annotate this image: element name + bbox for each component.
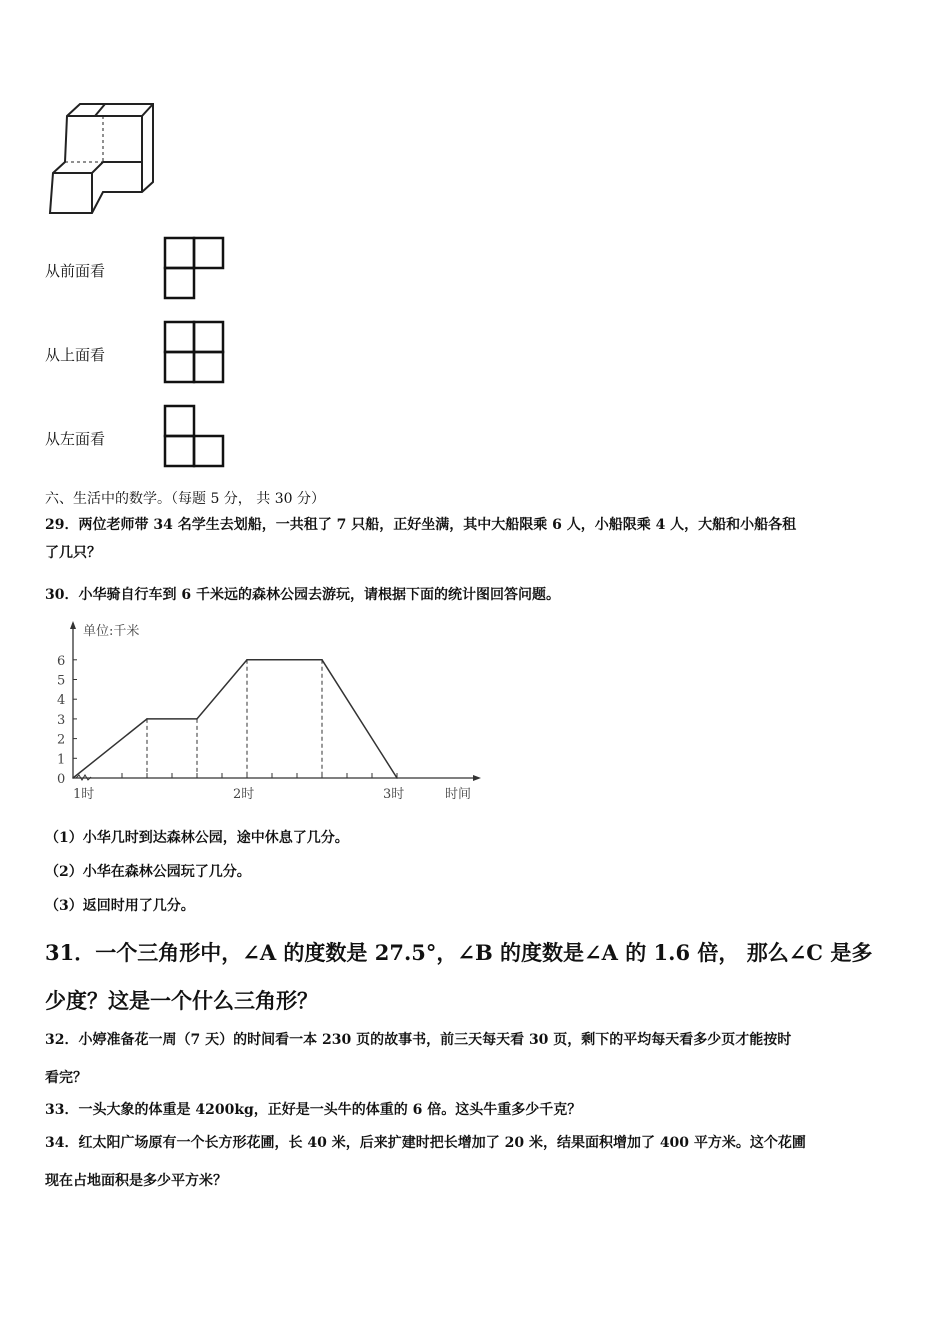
view-cell — [165, 436, 194, 466]
data-point — [196, 718, 198, 720]
q34-line2: 现在占地面积是多少平方米？ — [45, 1173, 227, 1189]
q32-line1: 32．小婷准备花一周（7 天）的时间看一本 230 页的故事书，前三天每天看 30 页，剩下的平均每天看多少页才能按时 — [45, 1032, 792, 1048]
view-cell — [165, 238, 194, 268]
y-tick-label: 2 — [57, 732, 66, 748]
x-label: 时间 — [445, 787, 472, 802]
y-label: 单位:千米 — [83, 624, 140, 639]
view-label: 从上面看 — [45, 346, 106, 364]
q34-line1: 34．红太阳广场原有一个长方形花圃，长 40 米，后来扩建时把长增加了 20 米，结果面积增加了 400 平方米。这个花圃 — [45, 1135, 806, 1151]
x-tick-label: 1时 — [73, 787, 95, 802]
view-label: 从前面看 — [45, 262, 106, 280]
cube-figure — [45, 100, 160, 220]
section-heading: 六、生活中的数学。（每题 5 分， 共 30 分） — [45, 491, 325, 507]
view-cell — [194, 322, 223, 352]
view-cell — [194, 352, 223, 382]
x-tick-label: 3时 — [383, 787, 405, 802]
q29-line1: 29．两位老师带 34 名学生去划船，一共租了 7 只船，正好坐满，其中大船限乘 6 人，小船限乘 4 人，大船和小船各租 — [45, 517, 797, 533]
y-tick-label: 1 — [57, 752, 66, 768]
q33-text: 33．一头大象的体重是 4200kg，正好是一头牛的体重的 6 倍。这头牛重多少千克？ — [45, 1102, 582, 1118]
data-point — [72, 777, 74, 779]
q30-sub3: （3）返回时用了几分。 — [45, 898, 195, 914]
view-cell — [165, 352, 194, 382]
view-grid — [163, 236, 227, 302]
q29-line2: 了几只？ — [45, 545, 101, 561]
distance-time-chart — [45, 615, 495, 805]
y-tick-label: 3 — [57, 712, 66, 728]
x-axis-arrow — [473, 775, 481, 781]
q31-line1: 31．一个三角形中，∠A 的度数是 27.5°，∠B 的度数是∠A 的 1.6 倍， 那么∠C 是多 — [45, 940, 873, 965]
view-cell — [165, 322, 194, 352]
series-line — [73, 660, 397, 778]
view-label: 从左面看 — [45, 430, 106, 448]
data-point — [246, 659, 248, 661]
view-grid — [163, 320, 227, 386]
q30-text: 30．小华骑自行车到 6 千米远的森林公园去游玩，请根据下面的统计图回答问题。 — [45, 587, 560, 603]
view-cell — [194, 436, 223, 466]
view-cell — [194, 238, 223, 268]
q31-line2: 少度？这是一个什么三角形？ — [45, 988, 318, 1013]
view-cell — [165, 268, 194, 298]
x-tick-label: 2时 — [233, 787, 255, 802]
q30-sub1: （1）小华几时到达森林公园，途中休息了几分。 — [45, 830, 349, 846]
view-cell — [165, 406, 194, 436]
data-point — [146, 718, 148, 720]
y-tick-label: 4 — [57, 693, 66, 709]
y-tick-label: 0 — [57, 772, 66, 787]
y-tick-label: 5 — [57, 673, 66, 689]
data-point — [321, 659, 323, 661]
view-grid — [163, 404, 227, 470]
q32-line2: 看完？ — [45, 1070, 87, 1086]
y-axis-arrow — [70, 621, 76, 629]
data-point — [396, 777, 398, 779]
q30-sub2: （2）小华在森林公园玩了几分。 — [45, 864, 251, 880]
y-tick-label: 6 — [57, 653, 66, 669]
